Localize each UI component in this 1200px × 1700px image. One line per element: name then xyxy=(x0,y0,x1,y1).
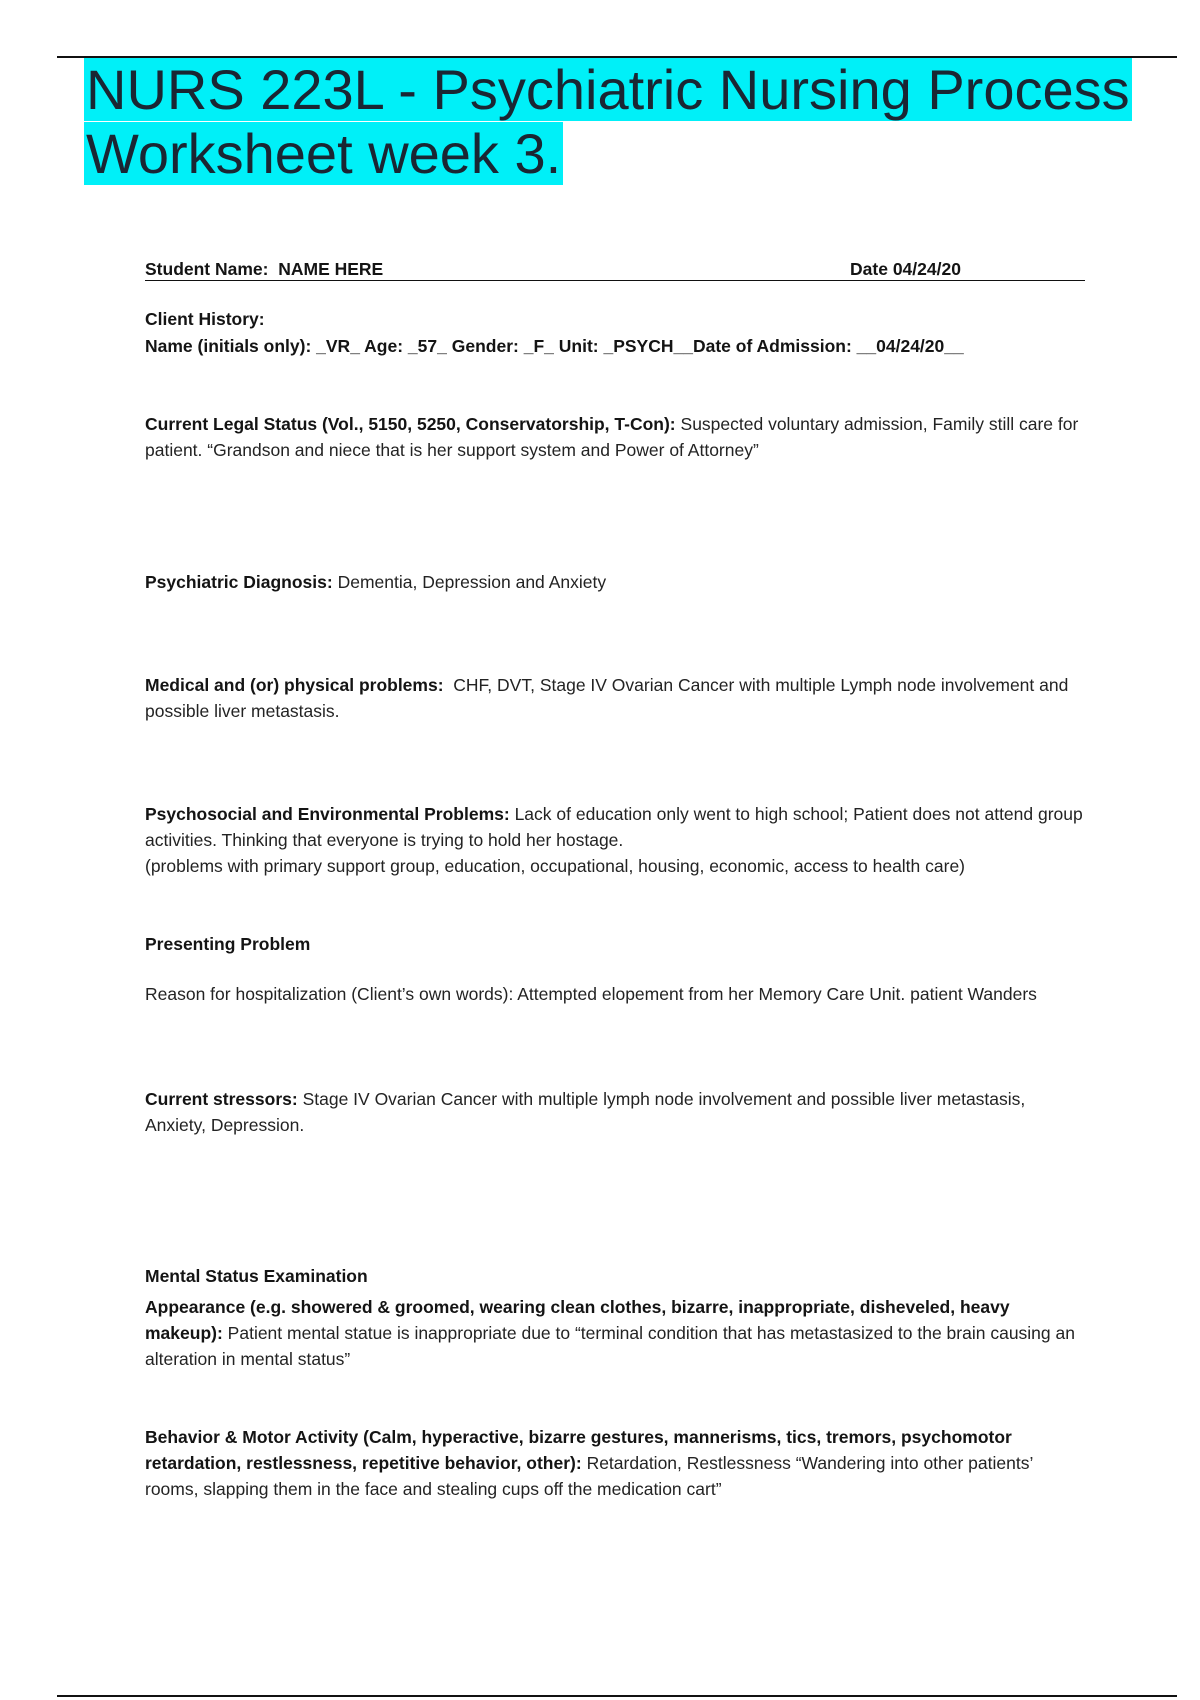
student-name-value: NAME HERE xyxy=(278,259,384,279)
title-line-2: Worksheet week 3. xyxy=(86,122,562,185)
mse-heading: Mental Status Examination xyxy=(145,1266,368,1286)
client-gender-value: _F_ xyxy=(523,336,554,356)
admission-date-value: __04/24/20__ xyxy=(856,336,964,356)
client-name-label: Name (initials only): xyxy=(145,336,312,356)
appearance-label: Appearance (e.g. showered & groomed, wearing clean clothes, bizarre, inappropriate, disheveled, heavy makeup): xyxy=(145,1297,1010,1343)
medical-problems-text: CHF, DVT, Stage IV Ovarian Cancer with multiple Lymph node involvement and possible liver metastasis. xyxy=(145,675,1069,721)
legal-status-text: Suspected voluntary admission, Family still care for patient. “Grandson and niece that is her support system and Power of Attorney” xyxy=(145,414,1079,460)
behavior-text: Retardation, Restlessness “Wandering into other patients’ rooms, slapping them in the face and stealing cups off the medication cart” xyxy=(145,1453,1033,1499)
medical-problems-section xyxy=(145,672,1085,724)
client-unit-label: Unit: xyxy=(558,336,599,356)
bottom-rule xyxy=(57,1695,1177,1697)
behavior-label: Behavior & Motor Activity (Calm, hyperactive, bizarre gestures, mannerisms, tics, tremors, psychomotor retardation, restlessness, repetitive behavior, other): xyxy=(145,1427,1012,1473)
client-history-details xyxy=(145,333,1085,359)
document-title xyxy=(84,58,1184,186)
appearance-section xyxy=(145,1294,1085,1372)
admission-date-label: Date of Admission: xyxy=(692,336,852,356)
hospitalization-reason: Reason for hospitalization (Client’s own words): Attempted elopement from her Memory Care Unit. patient Wanders xyxy=(145,984,1037,1004)
client-unit-value: _PSYCH__ xyxy=(603,336,693,356)
client-age-value: _57_ xyxy=(407,336,447,356)
student-name-row xyxy=(145,256,1085,281)
stressors-label: Current stressors: xyxy=(145,1089,298,1109)
stressors-text: Stage IV Ovarian Cancer with multiple lymph node involvement and possible liver metastasis, Anxiety, Depression. xyxy=(145,1089,1026,1135)
psychosocial-section xyxy=(145,801,1085,879)
presenting-problem-heading: Presenting Problem xyxy=(145,934,311,954)
client-age-label: Age: xyxy=(364,336,404,356)
medical-problems-label: Medical and (or) physical problems: xyxy=(145,675,444,695)
legal-status-label: Current Legal Status (Vol., 5150, 5250, Conservatorship, T-Con): xyxy=(145,414,676,434)
student-name-field xyxy=(145,256,383,282)
student-name-label: Student Name: xyxy=(145,259,269,279)
appearance-text: Patient mental statue is inappropriate due to “terminal condition that has metastasized to the brain causing an alteration in mental status” xyxy=(145,1323,1075,1369)
date-label: Date xyxy=(850,259,888,279)
client-name-value: _VR_ xyxy=(316,336,360,356)
legal-status-section xyxy=(145,411,1085,463)
diagnosis-label: Psychiatric Diagnosis: xyxy=(145,572,333,592)
client-history-heading: Client History: xyxy=(145,309,265,329)
diagnosis-text: Dementia, Depression and Anxiety xyxy=(337,572,607,592)
behavior-section xyxy=(145,1424,1085,1502)
psychosocial-text: Lack of education only went to high school; Patient does not attend group activities. Thinking that everyone is trying to hold her hostage. xyxy=(145,804,1083,850)
date-field xyxy=(850,256,961,282)
psychosocial-note: (problems with primary support group, education, occupational, housing, economic, access to health care) xyxy=(145,856,966,876)
date-value: 04/24/20 xyxy=(892,259,961,279)
client-gender-label: Gender: xyxy=(451,336,519,356)
title-line-1: NURS 223L - Psychiatric Nursing Process xyxy=(86,58,1130,121)
psychosocial-label: Psychosocial and Environmental Problems: xyxy=(145,804,510,824)
diagnosis-section xyxy=(145,569,1085,595)
stressors-section xyxy=(145,1086,1085,1138)
